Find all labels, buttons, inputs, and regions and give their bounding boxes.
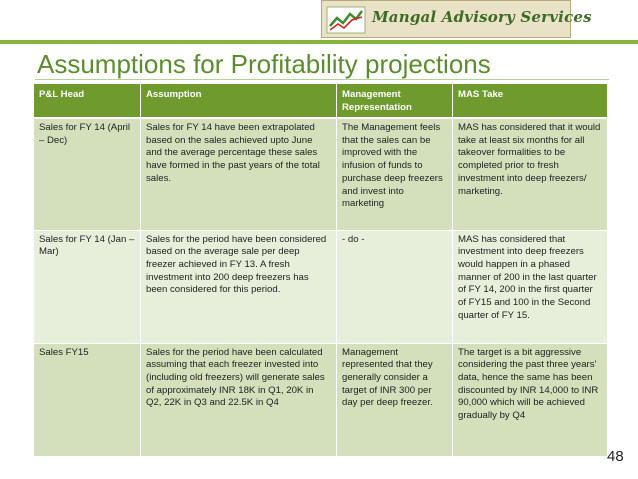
title-divider xyxy=(35,79,609,80)
table-row xyxy=(34,230,608,343)
pl-head-cell: Sales for FY 14 (Jan – Mar) xyxy=(34,230,141,343)
logo-text: Mangal Advisory Services xyxy=(372,8,592,26)
mas-take-cell: The target is a bit aggressive considering the past three years' data, hence the same has been discounted by INR 14,000 to INR 90,000 which will be achieved gradually by Q4 xyxy=(453,343,608,456)
trend-chart-icon xyxy=(326,6,366,34)
column-header: P&L Head xyxy=(34,84,141,118)
mas-take-cell: MAS has considered that it would take at least six months for all takeover formalities to be completed prior to fresh investment into deep freezers/ marketing. xyxy=(453,118,608,230)
mas-take-cell: MAS has considered that investment into deep freezers would happen in a phased manner of 200 in the last quarter of FY 14, 200 in the first quarter of FY15 and 100 in the Second quarter of FY 15. xyxy=(453,230,608,343)
company-logo xyxy=(321,0,592,38)
column-header: Management Representation xyxy=(337,84,453,118)
header-accent-bar xyxy=(0,40,638,44)
table-header-row xyxy=(34,84,608,118)
column-header: Assumption xyxy=(141,84,337,118)
page-title: Assumptions for Profitability projections xyxy=(37,49,491,79)
page-number: 48 xyxy=(607,448,624,465)
pl-head-cell: Sales for FY 14 (April – Dec) xyxy=(34,118,141,230)
management-representation-cell: Management represented that they generally consider a target of INR 300 per day per deep freezer. xyxy=(337,343,453,456)
assumptions-table xyxy=(33,84,608,456)
pl-head-cell: Sales FY15 xyxy=(34,343,141,456)
table-row xyxy=(34,118,608,230)
column-header: MAS Take xyxy=(453,84,608,118)
management-representation-cell: The Management feels that the sales can be improved with the infusion of funds to purchase deep freezers and invest into marketing xyxy=(337,118,453,230)
management-representation-cell: - do - xyxy=(337,230,453,343)
assumption-cell: Sales for FY 14 have been extrapolated based on the sales achieved upto June and the average percentage these sales have formed in the past years of the total sales. xyxy=(141,118,337,230)
assumption-cell: Sales for the period have been considered based on the average sale per deep freezer achieved in FY 13. A fresh investment into 200 deep freezers has been considered for this period. xyxy=(141,230,337,343)
assumption-cell: Sales for the period have been calculated assuming that each freezer invested into (including old freezers) will generate sales of approximately INR 18K in Q1, 20K in Q2, 22K in Q3 and 22.5K in Q4 xyxy=(141,343,337,456)
table-row xyxy=(34,343,608,456)
